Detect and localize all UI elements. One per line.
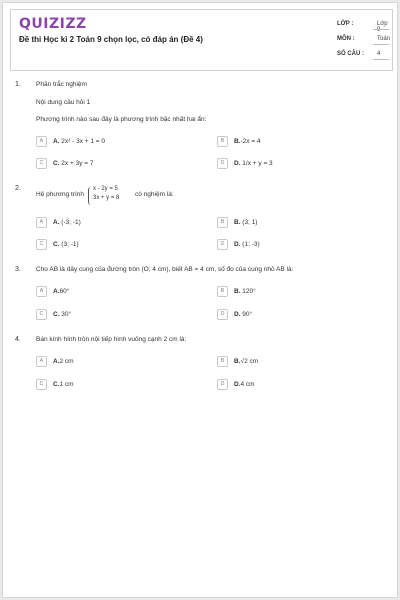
meta-subject-value: Toán (377, 36, 391, 42)
option-label: C. 2x + 3y = 7 (53, 160, 94, 167)
question-text: Cho AB là dây cung của đường tròn (O; 4 cm), biết AB = 4 cm, số đo của cung nhỏ AB là: (36, 266, 294, 273)
question-text: Phương trình nào sau đây là phương trình bậc nhất hai ẩn: (36, 116, 207, 123)
worksheet-page (2, 2, 398, 598)
option-label: D. (1; -3) (234, 241, 260, 248)
option-label: D. 90° (234, 311, 253, 318)
question-text-prefix: Hệ phương trình (36, 191, 85, 198)
option-b[interactable] (217, 217, 367, 228)
option-d[interactable] (217, 239, 367, 250)
option-d[interactable] (217, 309, 367, 320)
question-number: 3. (15, 266, 21, 273)
equation-system (93, 185, 119, 203)
option-letter-box: B (217, 136, 228, 147)
option-label: D. 1/x + y = 3 (234, 160, 273, 167)
meta-count-underline (373, 59, 389, 60)
option-label: B.-2x = 4 (234, 138, 261, 145)
option-c[interactable] (36, 379, 186, 390)
worksheet-title: Đề thi Học kì 2 Toán 9 chọn lọc, có đáp án (Đề 4) (19, 35, 203, 44)
option-letter-box: C (36, 309, 47, 320)
option-c[interactable] (36, 158, 186, 169)
system-brace (88, 187, 92, 205)
option-d[interactable] (217, 379, 367, 390)
meta-count-label: SỐ CÂU : (337, 51, 364, 57)
option-a[interactable] (36, 136, 186, 147)
question-text-suffix: có nghiệm là: (135, 191, 174, 198)
option-a[interactable] (36, 356, 186, 367)
option-label: A. 2x² - 3x + 1 = 0 (53, 138, 106, 145)
option-label: D.4 cm (234, 381, 255, 388)
option-letter-box: C (36, 379, 47, 390)
meta-subject (337, 33, 389, 45)
question-number: 2. (15, 185, 21, 192)
option-letter-box: A (36, 136, 47, 147)
meta-count (337, 48, 389, 60)
question-section-label: Phần trắc nghiệm (36, 81, 87, 88)
question-number: 4. (15, 336, 21, 343)
meta-class-underline (373, 29, 389, 30)
equation-2: 3x + y = 8 (93, 195, 120, 201)
option-b[interactable] (217, 356, 367, 367)
option-letter-box: C (36, 158, 47, 169)
option-letter-box: B (217, 217, 228, 228)
option-label: C.1 cm (53, 381, 74, 388)
option-c[interactable] (36, 309, 186, 320)
equation-1: x - 2y = 5 (93, 186, 118, 192)
option-b[interactable] (217, 136, 367, 147)
meta-class-value: Lớp 9 (377, 21, 388, 33)
option-letter-box: B (217, 286, 228, 297)
meta-class-label: LỚP : (337, 21, 354, 27)
option-a[interactable] (36, 286, 186, 297)
option-letter-box: D (217, 379, 228, 390)
option-label: B.√2 cm (234, 358, 259, 365)
option-label: A. (-3; -1) (53, 219, 81, 226)
option-label: B. (3; 1) (234, 219, 258, 226)
quizizz-logo: QUIZIZZ (19, 16, 87, 32)
meta-class (337, 18, 389, 33)
option-label: B. 120° (234, 288, 256, 295)
option-letter-box: D (217, 309, 228, 320)
option-letter-box: D (217, 239, 228, 250)
option-letter-box: A (36, 356, 47, 367)
meta-count-value: 4 (377, 51, 381, 57)
option-a[interactable] (36, 217, 186, 228)
option-letter-box: A (36, 286, 47, 297)
option-label: C. (3; -1) (53, 241, 79, 248)
option-label: C. 30° (53, 311, 72, 318)
meta-subject-label: MÔN : (337, 36, 355, 42)
option-c[interactable] (36, 239, 186, 250)
option-b[interactable] (217, 286, 367, 297)
question-subtitle: Nội dung câu hỏi 1 (36, 99, 91, 106)
meta-subject-underline (373, 44, 389, 45)
option-letter-box: C (36, 239, 47, 250)
worksheet-header (10, 9, 393, 71)
question-text: Bán kính hình tròn nội tiếp hình vuông cạnh 2 cm là: (36, 336, 187, 343)
option-letter-box: A (36, 217, 47, 228)
question-number: 1. (15, 81, 21, 88)
option-letter-box: D (217, 158, 228, 169)
option-label: A.2 cm (53, 358, 74, 365)
option-label: A.60° (53, 288, 70, 295)
option-d[interactable] (217, 158, 367, 169)
option-letter-box: B (217, 356, 228, 367)
